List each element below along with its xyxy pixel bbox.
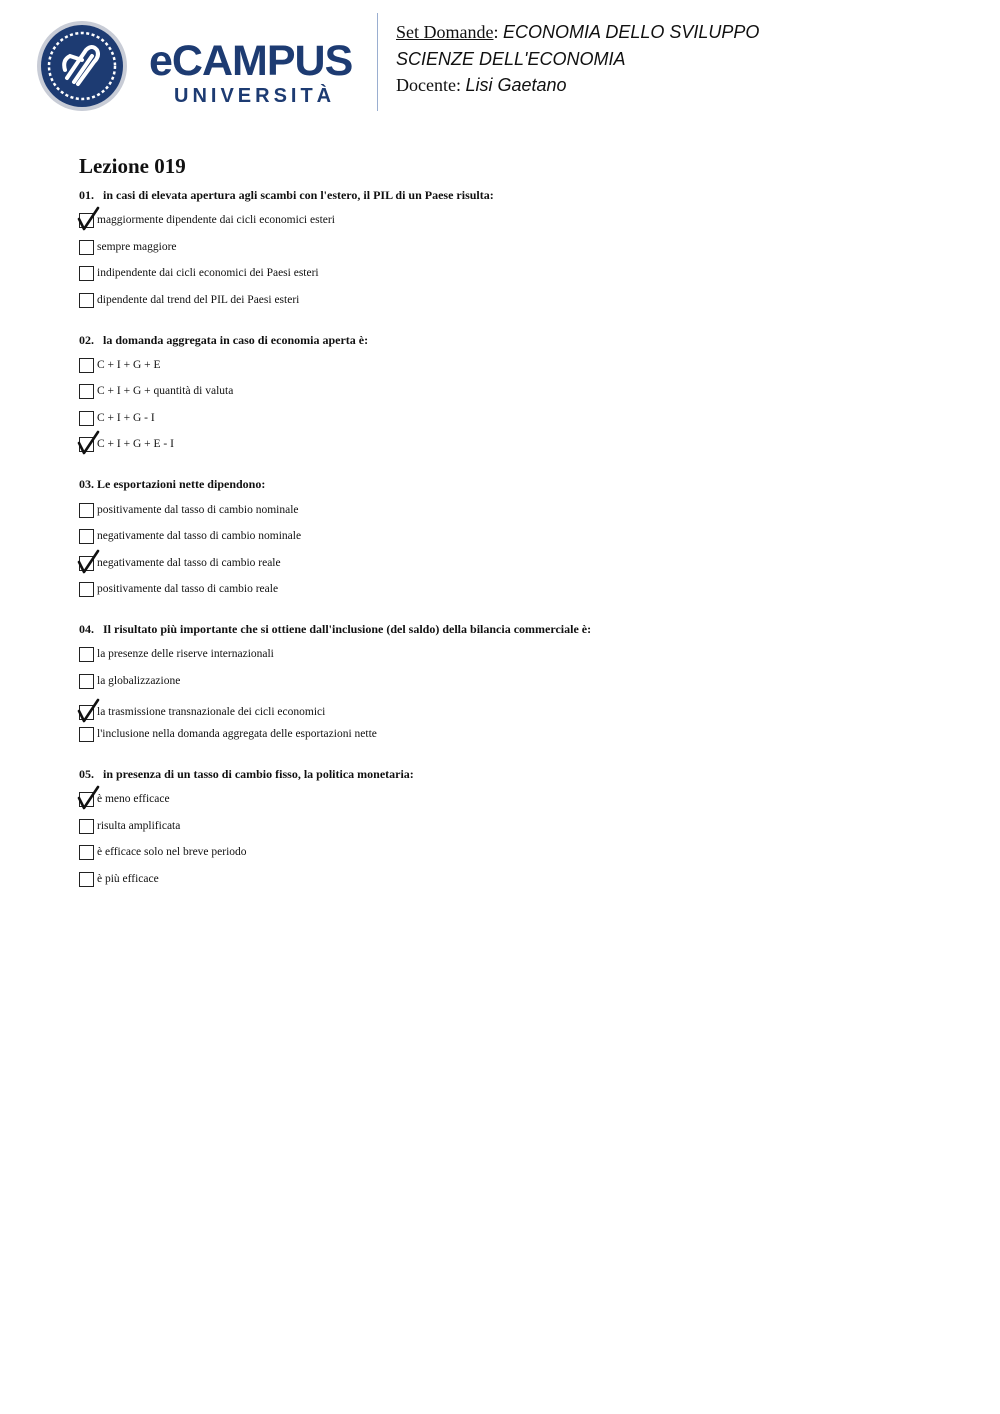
option-text: maggiormente dipendente dai cicli economici esteri (97, 214, 335, 226)
question-4 (79, 623, 591, 635)
option-text: l'inclusione nella domanda aggregata delle esportazioni nette (97, 728, 377, 740)
checkbox[interactable] (79, 647, 94, 662)
question-number: 05. (79, 767, 94, 781)
option-text: dipendente dal trend del PIL dei Paesi esteri (97, 294, 300, 306)
checkmark-icon (78, 699, 100, 723)
option-text: è meno efficace (97, 793, 170, 805)
checkbox[interactable] (79, 293, 94, 308)
question-text: in presenza di un tasso di cambio fisso, la politica monetaria: (103, 767, 414, 781)
checkmark-icon (78, 431, 100, 455)
checkbox[interactable] (79, 674, 94, 689)
faculty-name: SCIENZE DELL'ECONOMIA (396, 49, 626, 69)
checkbox[interactable] (79, 582, 94, 597)
checkmark-icon (78, 550, 100, 574)
university-seal-icon (34, 20, 130, 112)
question-2 (79, 334, 368, 346)
checkmark-icon (78, 207, 100, 231)
option-text: la presenze delle riserve internazionali (97, 648, 274, 660)
checkbox[interactable] (79, 819, 94, 834)
option-text: C + I + G + quantità di valuta (97, 385, 234, 397)
option-text: risulta amplificata (97, 820, 181, 832)
checkbox[interactable] (79, 358, 94, 373)
option-text: C + I + G + E - I (97, 438, 174, 450)
option-text: è efficace solo nel breve periodo (97, 846, 247, 858)
question-text: in casi di elevata apertura agli scambi con l'estero, il PIL di un Paese risulta: (103, 188, 494, 202)
question-5 (79, 768, 414, 780)
question-number: 01. (79, 188, 94, 202)
lesson-title: Lezione 019 (79, 154, 186, 178)
teacher-label: Docente (396, 75, 456, 95)
question-text: la domanda aggregata in caso di economia aperta è: (103, 333, 369, 347)
option-text: negativamente dal tasso di cambio nominale (97, 530, 302, 542)
checkbox[interactable] (79, 240, 94, 255)
option-text: positivamente dal tasso di cambio reale (97, 583, 279, 595)
set-domande-line: Set Domande: ECONOMIA DELLO SVILUPPO (396, 22, 760, 42)
logo-subtitle-text: UNIVERSITÀ (174, 85, 336, 107)
option-text: C + I + G + E (97, 359, 161, 371)
question-number: 04. (79, 622, 94, 636)
option-text: è più efficace (97, 873, 159, 885)
teacher-name: Lisi Gaetano (465, 75, 567, 95)
course-name: ECONOMIA DELLO SVILUPPO (503, 22, 760, 42)
question-3 (79, 478, 265, 490)
option-text: positivamente dal tasso di cambio nominale (97, 504, 299, 516)
checkbox[interactable] (79, 727, 94, 742)
option-text: negativamente dal tasso di cambio reale (97, 557, 281, 569)
option-text: C + I + G - I (97, 412, 155, 424)
option-text: la globalizzazione (97, 675, 181, 687)
checkbox[interactable] (79, 529, 94, 544)
option-text: indipendente dai cicli economici dei Paesi esteri (97, 267, 319, 279)
teacher-line: Docente: Lisi Gaetano (396, 75, 567, 95)
checkbox[interactable] (79, 503, 94, 518)
question-number: 02. (79, 333, 94, 347)
question-text: Il risultato più importante che si ottiene dall'inclusione (del saldo) della bilancia commerciale è: (103, 622, 592, 636)
question-number: 03. (79, 477, 94, 491)
logo-brand-text: eCAMPUS (149, 37, 353, 85)
checkmark-icon (78, 786, 100, 810)
ecampus-logo (34, 18, 364, 114)
question-text: Le esportazioni nette dipendono: (97, 477, 266, 491)
checkbox[interactable] (79, 845, 94, 860)
option-text: sempre maggiore (97, 241, 177, 253)
checkbox[interactable] (79, 266, 94, 281)
checkbox[interactable] (79, 411, 94, 426)
checkbox[interactable] (79, 384, 94, 399)
faculty-line (396, 50, 625, 68)
question-1 (79, 189, 494, 201)
option-text: la trasmissione transnazionale dei cicli economici (97, 706, 326, 718)
checkbox[interactable] (79, 872, 94, 887)
set-label: Set Domande (396, 22, 494, 42)
header-divider (377, 13, 378, 111)
